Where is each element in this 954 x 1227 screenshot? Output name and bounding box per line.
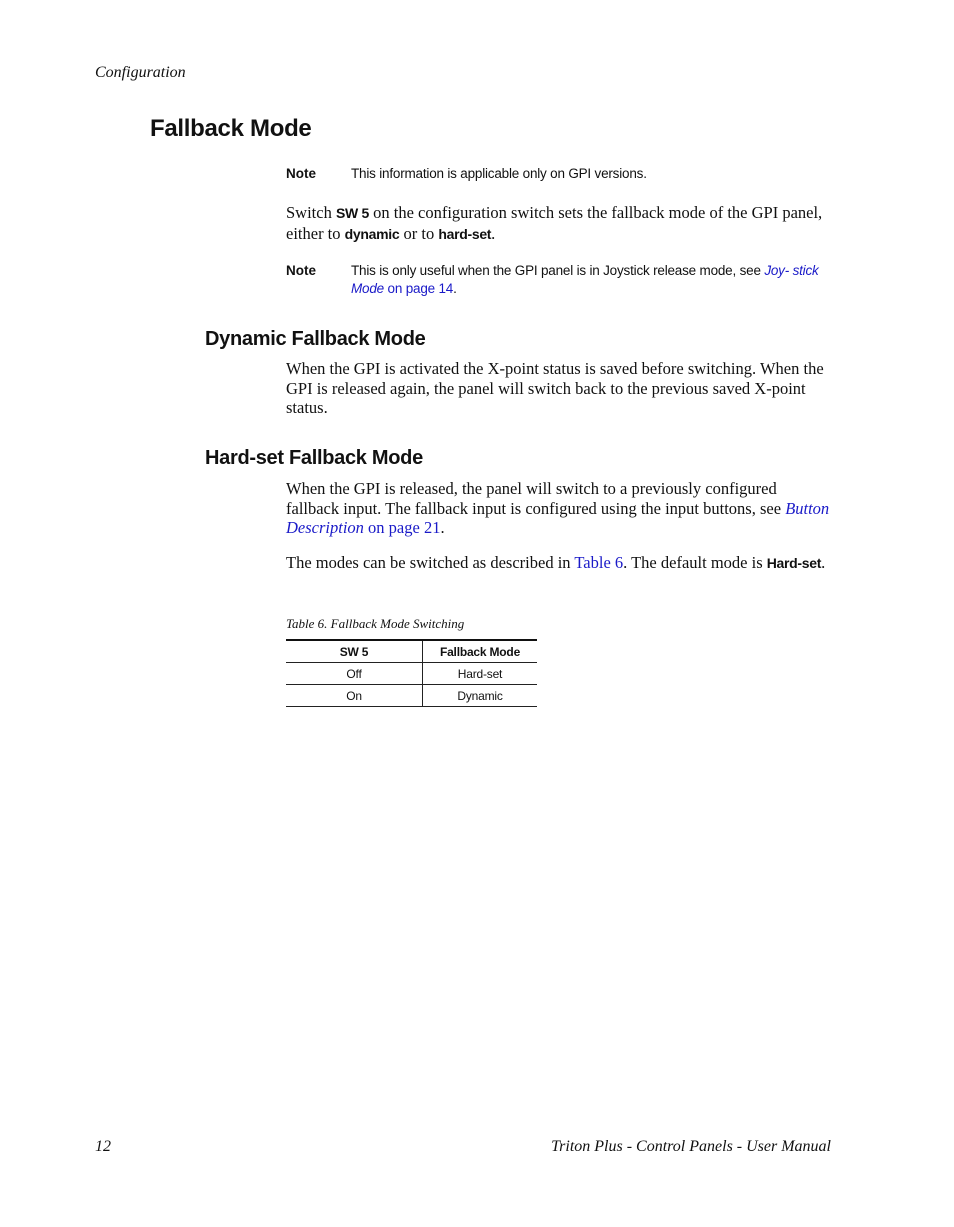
joystick-mode-link[interactable]: Joy- stick Mode bbox=[351, 263, 819, 296]
note-label: Note bbox=[286, 263, 316, 278]
column-header-sw5: SW 5 bbox=[286, 640, 423, 663]
fallback-mode-table bbox=[286, 639, 537, 707]
footer-document-title: Triton Plus - Control Panels - User Manual bbox=[551, 1138, 831, 1155]
table-row bbox=[286, 685, 537, 707]
page-number: 12 bbox=[95, 1138, 111, 1155]
dynamic-fallback-heading: Dynamic Fallback Mode bbox=[205, 328, 426, 350]
table-cell: Hard-set bbox=[423, 663, 538, 685]
table-caption: Table 6. Fallback Mode Switching bbox=[286, 616, 465, 631]
note-text-end: . bbox=[453, 281, 457, 296]
table-row bbox=[286, 663, 537, 685]
modes-text-1: The modes can be switched as described in bbox=[286, 553, 575, 572]
column-header-fallback-mode: Fallback Mode bbox=[423, 640, 538, 663]
intro-text-1: Switch bbox=[286, 203, 336, 222]
note-text bbox=[351, 262, 831, 298]
page-title: Fallback Mode bbox=[150, 115, 312, 142]
modes-text-2: . The default mode is bbox=[623, 553, 767, 572]
note-gpi-only bbox=[286, 165, 831, 183]
dynamic-fallback-body: When the GPI is activated the X-point status is saved before switching. When the GPI is released again, the panel will switch back to the previous saved X-point status. bbox=[286, 359, 824, 417]
intro-text-2: on the configuration switch sets the fallback mode of the GPI panel, either to bbox=[286, 203, 823, 243]
joystick-mode-page-link[interactable]: on page 14 bbox=[383, 281, 454, 296]
running-header-section: Configuration bbox=[95, 64, 186, 81]
modes-paragraph bbox=[286, 553, 831, 574]
hardset-fallback-body bbox=[286, 479, 831, 538]
table-cell: Dynamic bbox=[423, 685, 538, 707]
table-6-link[interactable]: Table 6 bbox=[574, 553, 624, 572]
hardset-body-end: . bbox=[440, 518, 445, 537]
dynamic-keyword: dynamic bbox=[344, 225, 400, 242]
note-text: This information is applicable only on GPI versions. bbox=[351, 166, 647, 181]
intro-text-3: or to bbox=[399, 223, 439, 243]
hardset-fallback-heading: Hard-set Fallback Mode bbox=[205, 447, 423, 469]
switch-keyword: SW 5 bbox=[335, 205, 369, 221]
hardset-keyword: hard-set bbox=[438, 225, 492, 242]
button-description-page-link[interactable]: on page 21 bbox=[363, 518, 441, 537]
table-header-row bbox=[286, 640, 537, 663]
button-description-link[interactable]: Button Description bbox=[286, 498, 830, 537]
note-label: Note bbox=[286, 166, 316, 181]
modes-text-3: . bbox=[821, 553, 826, 572]
note-text-body: This is only useful when the GPI panel is in Joystick release mode, see bbox=[351, 263, 765, 278]
hardset-body-text: When the GPI is released, the panel will switch to a previously configured fallback input. The fallback input is configured using the input buttons, see bbox=[286, 479, 786, 518]
intro-paragraph bbox=[286, 203, 831, 244]
table-cell: On bbox=[286, 685, 423, 707]
default-mode-keyword: Hard-set bbox=[766, 555, 822, 571]
note-joystick bbox=[286, 262, 831, 298]
table-cell: Off bbox=[286, 663, 423, 685]
intro-text-4: . bbox=[491, 223, 496, 243]
